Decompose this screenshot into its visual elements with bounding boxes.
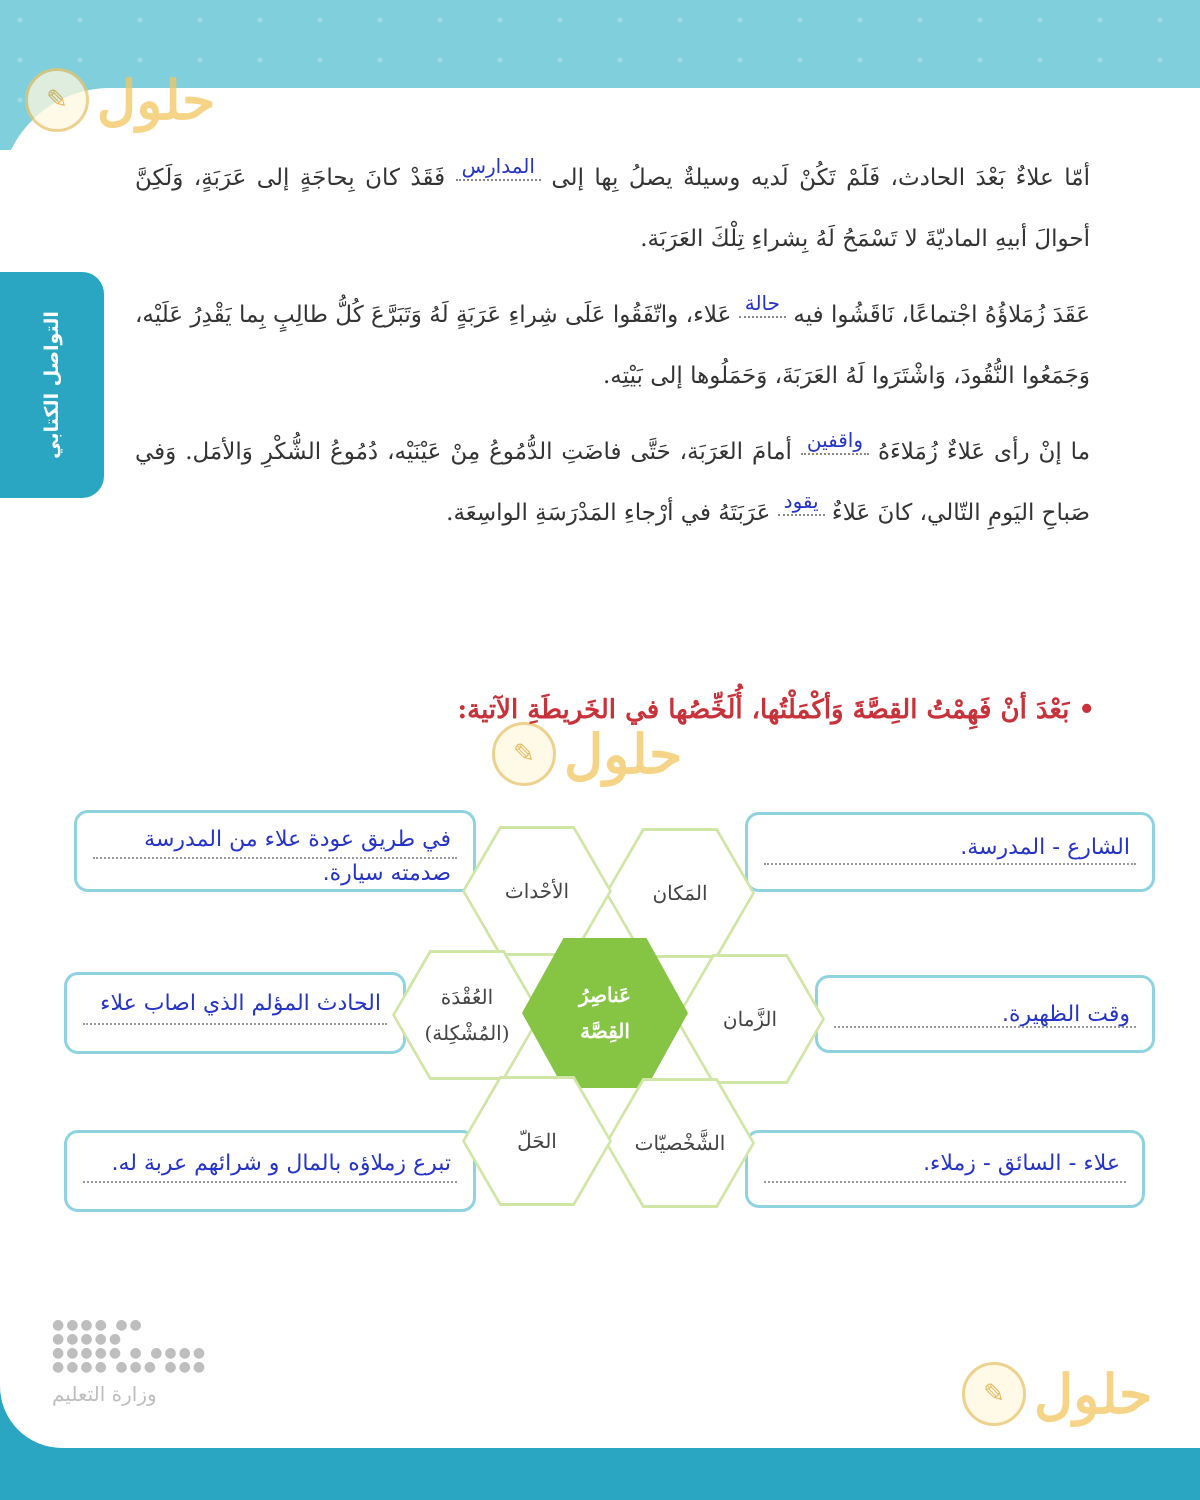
hex-events: الأحْداث [462, 826, 612, 956]
time-answer-box[interactable]: وقت الظهيرة. [815, 975, 1155, 1053]
watermark-logo: ✎ حلول [962, 1362, 1152, 1426]
hex-problem: العُقْدَة (المُشْكِلة) [392, 950, 542, 1080]
answer-blank[interactable]: حالة [739, 290, 786, 318]
problem-answer-box[interactable]: الحادث المؤلم الذي اصاب علاء [64, 972, 406, 1054]
page-number: ١٤٩ [80, 1418, 124, 1446]
events-answer-box[interactable]: في طريق عودة علاء من المدرسة صدمته سيارة. [74, 810, 476, 892]
watermark-logo: ✎ حلول [25, 68, 215, 132]
paragraph-1: أمّا علاءٌ بَعْدَ الحادث، فَلَمْ تَكُنْ لَديه وسيلةٌ يصلُ بِها إلى المدارس فَقَدْ كانَ بِحاجَةٍ إلى عَرَبَةٍ، وَلَكِنَّ أحوالَ أبيهِ الماديّةَ لا تَسْمَحُ لَهُ بِشراءِ تِلْكَ العَرَبَة. [135, 154, 1091, 252]
characters-answer-box[interactable]: علاء - السائق - زملاء. [745, 1130, 1145, 1208]
hex-story-elements: عَناصِرُ القِصَّة [522, 938, 688, 1088]
hex-place: المَكان [605, 828, 755, 958]
answer-blank[interactable]: يقود [778, 488, 825, 516]
solution-answer-box[interactable]: تبرع زملاؤه بالمال و شرائهم عربة له. [64, 1130, 476, 1212]
hex-time: الزَّمان [675, 954, 825, 1084]
answer-blank[interactable]: المدارس [456, 153, 541, 181]
hex-characters: الشَّخْصيّات [605, 1078, 755, 1208]
paragraph-3: ما إنْ رأى عَلاءٌ زُمَلاءَهُ واقفين أمامَ العَرَبَة، حَتَّى فاضَتِ الدُّمُوعُ مِنْ عَيْنَيْه، دُمُوعُ الشُّكْرِ وَالأمَل. وَفي صَباحِ اليَومِ التّالي، كانَ عَلاءٌ يقود عَرَبَتَهُ في أرْجاءِ المَدْرَسَةِ الواسِعَة. [135, 428, 1091, 526]
hex-solution: الحَلّ [462, 1076, 612, 1206]
section-tab: التواصل الكتابي [0, 272, 104, 498]
paragraph-2: عَقَدَ زُمَلاؤُهُ اجْتماعًا، نَاقَشُوا فيه حالة عَلاء، واتّفَقُوا عَلَى شِراءِ عَرَبَةٍ لَهُ وَتَبَرَّعَ كُلُّ طالِبٍ بِما يَقْدِرُ عَلَيْه، وَجَمَعُوا النُّقُودَ، وَاشْتَرَوا لَهُ العَرَبَةَ، وَحَمَلُوها إلى بَيْتِه. [135, 291, 1091, 389]
place-answer-box[interactable]: الشارع - المدرسة. [745, 812, 1155, 892]
instruction-heading: • بَعْدَ أنْ فَهِمْتُ القِصَّةَ وَأكْمَلْتُها، أُلَخِّصُها في الخَريطَةِ الآتية: [457, 695, 1095, 725]
book-icon: ✎ [962, 1362, 1026, 1426]
book-icon: ✎ [25, 68, 89, 132]
ministry-logo: ●●●● ●● ●●●●● ●●●●● ● ●●●● ●●●● ●●● ●●● وزارة التعليم [52, 1317, 208, 1406]
answer-blank[interactable]: واقفين [801, 427, 869, 455]
book-icon: ✎ [492, 722, 556, 786]
watermark-logo: ✎ حلول [492, 722, 682, 786]
